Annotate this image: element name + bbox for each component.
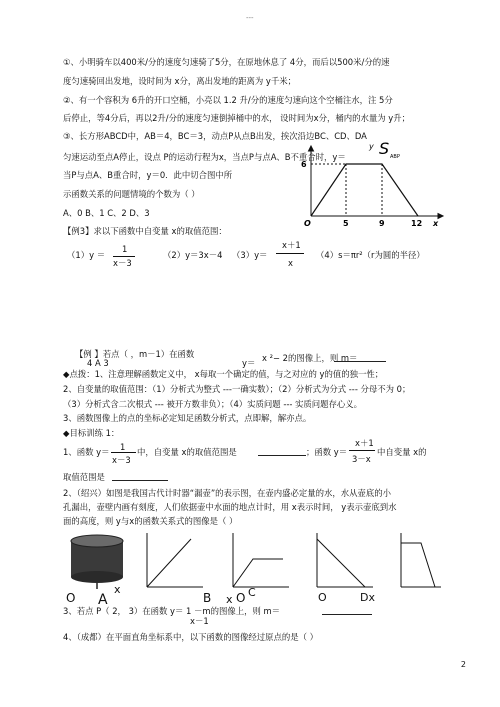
training-title: ◆目标训练 1： [63,428,120,438]
header-dots: --- [246,14,254,22]
graph-label-origin-3: O [318,591,327,604]
graph-label-c: C [248,586,256,599]
tip-3: （3）分析式含二次根式 --- 被开方数非负）；（4）实质问题 --- 实质问题存心义。 [63,399,363,409]
q1-range-label: 取值范围是 [63,472,105,482]
q1-answer-blank-1 [258,447,306,456]
q2-line-3: 面的高度，则 y与x的函数关系式的图像是（ ） [63,516,238,526]
q3-denominator: x－1 [190,616,209,626]
q1-prefix: 1、函数 y＝ [63,447,110,457]
q1-denominator-2: 3－x [352,454,371,464]
formula-2: （2）y＝3x－4 [163,250,223,260]
graph-label-a: A [98,592,108,608]
tip-1: ◆点拨：1、注意理解函数定义中， x每取一个确定的值，与之对应的 y的值的独一性； [63,369,384,379]
tick-origin: O [304,219,311,228]
formula-3-prefix: （3）y＝ [232,250,268,260]
graph-label-dx: Dx [360,591,375,604]
s-subscript: ABP [390,154,400,160]
tick-6: 6 [301,160,307,169]
line-3: ②、有一个容积为 6升的开口空桶，小亮以 1.2 升/分的速度匀速向这个空桶注水，注 5分 [63,95,393,105]
example-4-point-values: 4 A 3 [87,358,109,368]
s-label: S [379,139,390,158]
y-label: y [369,142,374,151]
formula-3-numerator: x＋1 [282,240,301,250]
example-3-title: 【例3】求以下函数中自变量 x的取值范围： [63,226,227,236]
tick-5: 5 [343,219,349,228]
formula-3-denominator: x [288,258,293,268]
tip-2: 2、自变量的取值范围：（1）分析式为整式 ---一确实数）；（2）分析式为分式 --- 分母不为 0； [63,384,411,394]
tick-12: 12 [411,219,423,228]
page-number: 2 [460,660,466,669]
example-4-function: y＝ [242,358,256,368]
line-7: 当P与点A、B重合时，y＝0．此中切合图中所 [63,170,233,180]
s-abp-graph [293,138,453,228]
q1-fraction-bar-2 [349,450,375,451]
choices-line: A、0 B、1 C、2 D、3 [63,208,150,218]
example-4-ask: x ²− 2的图像上，则 m＝ [262,353,358,363]
formula-1-numerator: 1 [122,244,128,254]
example-4-text: 【例 】若点（ ，m－1）在函数 [75,349,195,359]
fraction-bar-3 [276,253,304,254]
line-8: 示函数关系的问题情境的个数为（ ） [63,189,200,199]
graph-label-origin-1: O [66,591,76,605]
line-2: 度匀速骑回出发地，设时间为 x分，离出发地的距离为 y千米； [63,76,296,86]
formula-1-denominator: x－3 [113,258,132,268]
line-5: ③、长方形ABCD中，AB＝4，BC＝3，动点P从点B出发，挨次沿边BC、CD、DA [63,131,367,141]
q1-answer-blank-2 [112,472,168,481]
q1-tail: 中自变量 x的 [377,447,427,457]
q2-line-2: 孔漏出，壶壁内画有刻度，人们依据壶中水面的地点计时，用 x表示时间， y表示壶底到水 [63,502,397,512]
q1-numerator-2: x＋1 [355,438,374,448]
answer-blank-m [334,353,386,362]
q1-middle: 中，自变量 x的取值范围是 [137,447,237,457]
line-6: 匀速运动至点A停止，设点 P的运动行程为x，当点P与点A、B不重合时，y＝ [63,152,346,162]
q2-line-1: 2、（绍兴）如图是我国古代计时器“漏壶”的表示图，在壶内盛必定量的水，水从壶底的小 [63,488,392,498]
tip-4: 3、函数图像上的点的坐标必定知足函数分析式，点即解，解亦点。 [63,413,312,423]
line-4: 后停止，等4分后，再以2升/分的速度匀速倒掉桶中的水， 设时间为x分，桶内的水量为 y升； [63,113,410,123]
tick-9: 9 [379,219,385,228]
q4-text: 4、（成都）在平面直角坐标系中，以下函数的图像经过原点的是（ ） [63,632,319,642]
line-1: ①、小明骑车以400米/分的速度匀速骑了5分，在原地休息了 4分，而后以500米/分的速 [63,57,390,67]
q3-text: 3、若点 P（ 2， 3）在函数 y＝ 1 －m的图像上，则 m＝ [63,606,281,616]
q1-fraction-bar-1 [111,452,136,453]
tick-x: x [433,219,439,228]
graph-label-b: B [203,591,212,605]
graph-label-origin-2: O [236,591,246,605]
q1-numerator-1: 1 [120,442,126,452]
graph-label-x-2: x [226,593,233,606]
water-clock-cylinder [71,535,123,589]
fraction-bar-1 [113,256,135,257]
q1-denominator-1: x－3 [112,455,131,465]
q1-second: ；函数 y＝ [306,447,348,457]
q3-answer-blank [322,606,372,615]
formula-4: （4）s＝πr²（r为圆的半径） [316,250,425,260]
formula-1-prefix: （1）y ＝ [67,250,106,260]
graph-label-x-1: x [114,583,121,596]
